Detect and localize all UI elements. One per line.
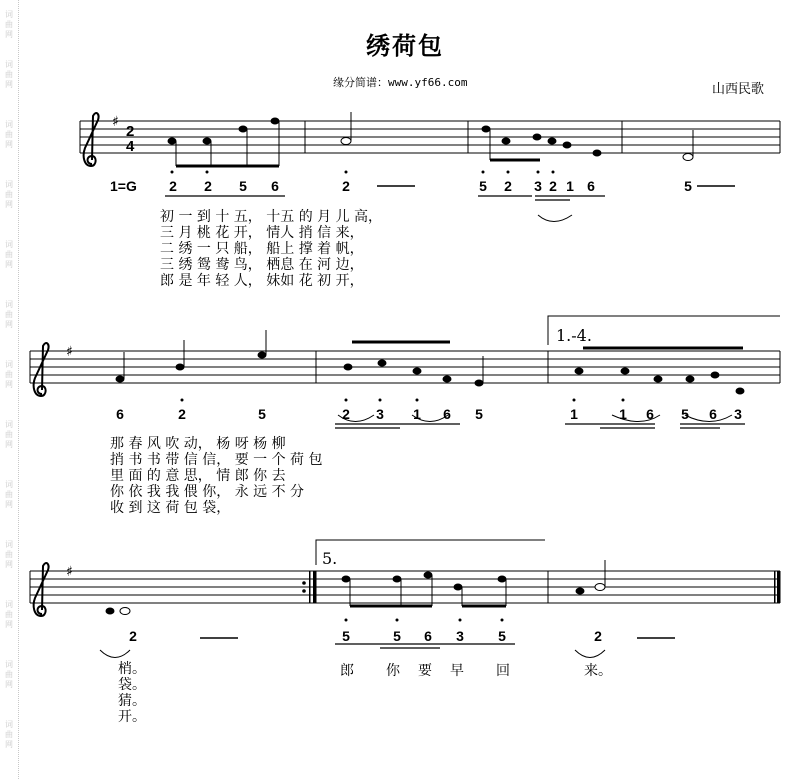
lyric-line: 二 绣 一 只 船， 船上 撑 着 帆， xyxy=(160,241,364,257)
watermark-text: 词曲网 xyxy=(5,480,13,509)
watermark-text: 词曲网 xyxy=(5,10,13,39)
jianpu-note: 6 xyxy=(709,406,717,422)
watermark-text: 词曲网 xyxy=(5,360,13,389)
jianpu-note: 1 xyxy=(619,406,627,422)
notes-system-2 xyxy=(116,330,744,394)
volta-1-label: 1.-4. xyxy=(556,326,592,345)
jianpu-note: 5 xyxy=(684,178,692,194)
jianpu-note: 5 xyxy=(393,628,401,644)
jianpu-note: 2 xyxy=(594,628,602,644)
jianpu-note: 5 xyxy=(479,178,487,194)
jianpu-note: 2 xyxy=(204,178,212,194)
lyric-line-end: 梢。 xyxy=(118,661,146,677)
lyric-coda-word: 你 xyxy=(386,663,400,679)
jianpu-note: 5 xyxy=(239,178,247,194)
jianpu-note: 5 xyxy=(475,406,483,422)
jianpu-note: 5 xyxy=(342,628,350,644)
lyric-coda-word: 早 xyxy=(450,663,464,679)
jianpu-note: 3 xyxy=(534,178,542,194)
jianpu-note: 5 xyxy=(681,406,689,422)
jianpu-note: 6 xyxy=(424,628,432,644)
volta-2-label: 5. xyxy=(322,549,338,568)
lyric-line: 那 春 风 吹 动， 杨 呀 杨 柳 xyxy=(110,436,286,452)
lyric-line: 里 面 的 意 思， 情 郎 你 去 xyxy=(110,468,286,484)
svg-text:♯: ♯ xyxy=(66,344,73,360)
jianpu-note: 6 xyxy=(116,406,124,422)
lyric-line: 你 依 我 我 偎 你， 永 远 不 分 xyxy=(110,484,305,500)
lyric-coda-word: 来。 xyxy=(584,663,612,679)
jianpu-note: 2 xyxy=(342,178,350,194)
lyric-line: 三 月 桃 花 开， 情人 捎 信 来， xyxy=(160,225,364,241)
jianpu-note: 6 xyxy=(443,406,451,422)
watermark-text: 词曲网 xyxy=(5,540,13,569)
jianpu-note: 2 xyxy=(178,406,186,422)
svg-text:2: 2 xyxy=(126,123,135,140)
lyric-line: 捎 书 书 带 信 信， 要 一 个 荷 包 xyxy=(110,452,323,468)
staff-system-3 xyxy=(30,540,780,603)
jianpu-note: 2 xyxy=(342,406,350,422)
jianpu-note: 5 xyxy=(258,406,266,422)
svg-text:♯: ♯ xyxy=(112,114,119,130)
lyric-line: 郎 是 年 轻 人， 妹如 花 初 开， xyxy=(160,273,364,289)
watermark-text: 词曲网 xyxy=(5,720,13,749)
jianpu-note: 5 xyxy=(498,628,506,644)
jianpu-note: 1 xyxy=(413,406,421,422)
lyric-line-end: 猜。 xyxy=(118,693,146,709)
treble-clef xyxy=(34,113,99,616)
source-credit: 缘分简谱：www.yf66.com xyxy=(333,76,468,89)
watermark-text: 词曲网 xyxy=(5,420,13,449)
notes-system-1 xyxy=(168,112,693,166)
final-barline xyxy=(774,571,781,603)
jianpu-note: 2 xyxy=(549,178,557,194)
jianpu-note: 6 xyxy=(271,178,279,194)
watermark-text: 词曲网 xyxy=(5,180,13,209)
key-signature-label: 1=G xyxy=(110,178,137,194)
jianpu-note: 3 xyxy=(734,406,742,422)
jianpu-note: 2 xyxy=(169,178,177,194)
svg-text:4: 4 xyxy=(126,138,135,155)
staff-system-1 xyxy=(80,121,780,153)
lyric-line: 收 到 这 荷 包 袋， xyxy=(110,500,231,516)
watermark-text: 词曲网 xyxy=(5,660,13,689)
jianpu-note: 1 xyxy=(570,406,578,422)
svg-text:♯: ♯ xyxy=(66,564,73,580)
lyric-coda-word: 回 xyxy=(496,663,510,679)
watermark-text: 词曲网 xyxy=(5,300,13,329)
jianpu-note: 2 xyxy=(504,178,512,194)
song-title: 绣荷包 xyxy=(366,31,444,60)
jianpu-note: 3 xyxy=(456,628,464,644)
time-signature xyxy=(126,123,135,155)
jianpu-note: 6 xyxy=(587,178,595,194)
watermark-text: 词曲网 xyxy=(5,120,13,149)
watermark-text: 词曲网 xyxy=(5,600,13,629)
lyric-line: 三 绣 鸳 鸯 鸟， 栖息 在 河 边， xyxy=(160,257,364,273)
lyric-line: 初 一 到 十 五， 十五 的 月 儿 高， xyxy=(160,209,383,225)
song-origin: 山西民歌 xyxy=(712,82,765,97)
lyric-line-end: 开。 xyxy=(118,709,146,725)
lyric-coda-word: 郎 xyxy=(340,663,354,679)
lyric-line-end: 袋。 xyxy=(118,677,146,693)
lyric-coda-word: 要 xyxy=(418,663,432,679)
watermark-text: 词曲网 xyxy=(5,60,13,89)
jianpu-note: 1 xyxy=(566,178,574,194)
jianpu-note: 2 xyxy=(129,628,137,644)
watermark-text: 词曲网 xyxy=(5,240,13,269)
jianpu-note: 6 xyxy=(646,406,654,422)
jianpu-note: 3 xyxy=(376,406,384,422)
